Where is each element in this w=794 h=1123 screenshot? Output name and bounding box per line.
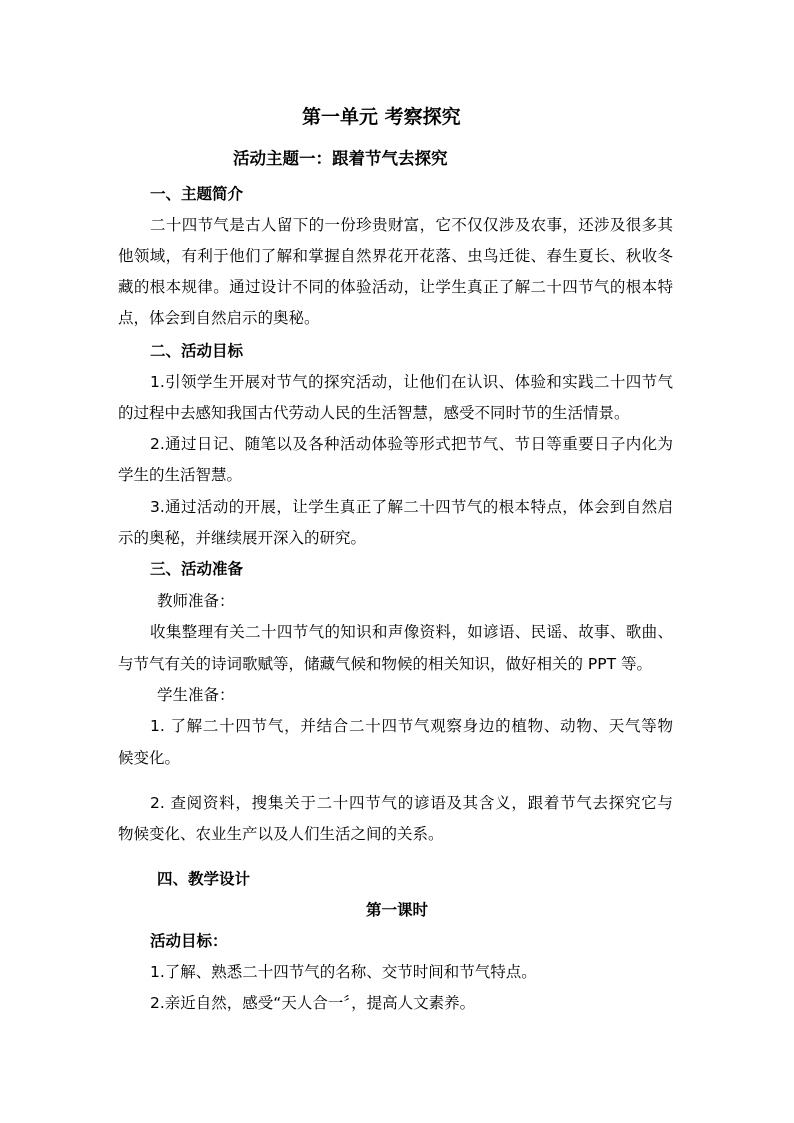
activity-theme-title: 活动主题一：跟着节气去探究: [233, 149, 448, 168]
activity-goals-label: 活动目标：: [150, 932, 228, 950]
section-heading-goals: 二、活动目标: [150, 342, 244, 360]
paragraph-line: 2.亲近自然，感受“天人合一〞，提高人文素养。: [150, 994, 476, 1012]
paragraph-line: 2. 查阅资料，搜集关于二十四节气的谚语及其含义，跟着节气去探究它与: [150, 794, 673, 812]
section-heading-teaching-design: 四、教学设计: [157, 870, 251, 888]
paragraph-line: 学生的生活智慧。: [118, 466, 243, 484]
page-title: 第一单元 考察探究: [302, 106, 461, 128]
paragraph-line: 1.引领学生开展对节气的探究活动，让他们在认识、体验和实践二十四节气: [150, 373, 673, 391]
paragraph-line: 候变化。: [118, 749, 181, 767]
teacher-prep-label: 教师准备：: [157, 592, 235, 610]
paragraph-line: 物候变化、农业生产以及人们生活之间的关系。: [118, 825, 444, 843]
paragraph-line: 1. 了解二十四节气，并结合二十四节气观察身边的植物、动物、天气等物: [150, 717, 673, 735]
paragraph-line: 二十四节气是古人留下的一份珍贵财富，它不仅仅涉及农事，还涉及很多其: [150, 216, 673, 234]
paragraph-line: 2.通过日记、随笔以及各种活动体验等形式把节气、节日等重要日子内化为: [150, 435, 673, 453]
paragraph-line: 收集整理有关二十四节气的知识和声像资料，如谚语、民谣、故事、歌曲、: [150, 623, 673, 641]
paragraph-line: 与节气有关的诗词歌赋等，储藏气候和物候的相关知识，做好相关的 PPT 等。: [118, 655, 653, 673]
paragraph-line: 的过程中去感知我国古代劳动人民的生活智慧，感受不同时节的生活情景。: [118, 404, 630, 422]
section-heading-preparation: 三、活动准备: [150, 560, 244, 578]
paragraph-line: 藏的根本规律。通过设计不同的体验活动，让学生真正了解二十四节气的根本特: [118, 278, 673, 296]
paragraph-line: 示的奥秘，并继续展开深入的研究。: [118, 529, 367, 547]
paragraph-line: 他领域，有利于他们了解和掌握自然界花开花落、虫鸟迁徙、春生夏长、秋收冬: [118, 247, 673, 265]
section-heading-intro: 一、主题简介: [150, 185, 244, 203]
student-prep-label: 学生准备：: [157, 686, 235, 704]
paragraph-line: 3.通过活动的开展，让学生真正了解二十四节气的根本特点，体会到自然启: [150, 498, 673, 516]
paragraph-line: 1.了解、熟悉二十四节气的名称、交节时间和节气特点。: [150, 963, 537, 981]
paragraph-line: 点，体会到自然启示的奥秘。: [118, 309, 320, 327]
lesson-title: 第一课时: [366, 901, 429, 919]
